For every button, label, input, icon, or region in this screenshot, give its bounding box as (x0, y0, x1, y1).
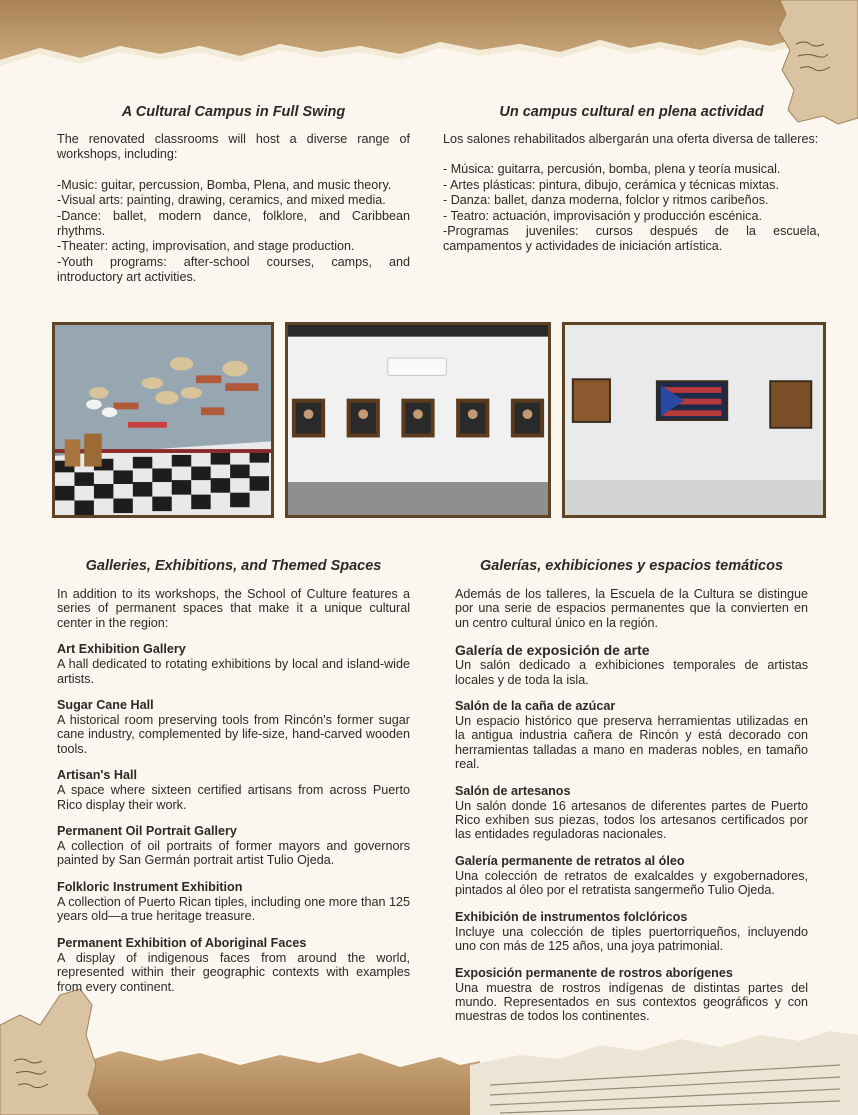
entry-body: A collection of Puerto Rican tiples, including one more than 125 years old—a true heritage treasure. (57, 894, 410, 924)
entry-title: Permanent Exhibition of Aboriginal Faces (57, 935, 307, 950)
entry-folkloric-instruments (57, 880, 410, 924)
list-item: - Teatro: actuación, improvisación y producción escénica. (443, 208, 762, 223)
entry-title: Salón de artesanos (455, 783, 571, 798)
entry-body: A hall dedicated to rotating exhibitions by local and island-wide artists. (57, 657, 410, 686)
entry-title: Permanent Oil Portrait Gallery (57, 824, 237, 839)
entry-aboriginal-faces (57, 936, 410, 994)
entry-title: Galería permanente de retratos al óleo (455, 853, 685, 868)
entry-body: Una muestra de rostros indígenas de distintas partes del mundo. Representados en sus contextos geográficos y con muestras de todos los continentes. (455, 980, 808, 1024)
entry-body: A display of indigenous faces from around the world, represented within their geographic contexts with examples from every continent. (57, 950, 410, 994)
entry-artisans-hall (57, 768, 410, 812)
section-heading: A Cultural Campus in Full Swing (121, 104, 346, 120)
portrait-gallery-photo (285, 322, 551, 518)
entry-oil-portrait-gallery (57, 824, 410, 868)
list-item: -Theater: acting, improvisation, and stage production. (57, 239, 355, 254)
section-heading: Galleries, Exhibitions, and Themed Spaces (85, 558, 382, 574)
entry-galeria-retratos-oleo (455, 854, 808, 898)
entry-body: A historical room preserving tools from Rincón's former sugar cane industry, complemented by life-size, hand-carved wooden tools. (57, 713, 410, 756)
workshops-section-english (57, 104, 410, 286)
art-gallery-photo (562, 322, 826, 518)
entry-rostros-aborigenes (455, 966, 808, 1024)
entry-body: Incluye una colección de tiples puertorriqueños, incluyendo uno con más de 125 años, una joya patrimonial. (455, 924, 808, 954)
section-heading: Un campus cultural en plena actividad (499, 104, 764, 120)
spaces-section-english (57, 558, 410, 1006)
list-item: - Música: guitarra, percusión, bomba, plena y teoría musical. (443, 162, 781, 177)
entry-salon-cana-azucar (455, 699, 808, 772)
instrument-wall-photo (52, 322, 274, 518)
torn-paper-bottom-decoration (0, 1025, 858, 1115)
entry-body: Un salón dedicado a exhibiciones temporales de artistas locales y de toda la isla. (455, 658, 808, 687)
torn-paper-top-decoration (0, 0, 858, 80)
entry-title: Art Exhibition Gallery (57, 642, 186, 657)
list-item: -Visual arts: painting, drawing, ceramics, and mixed media. (57, 193, 386, 208)
section-intro: The renovated classrooms will host a diverse range of workshops, including: (57, 132, 410, 162)
entry-body: A space where sixteen certified artisans from across Puerto Rico display their work. (57, 783, 410, 812)
list-item: - Artes plásticas: pintura, dibujo, cerámica y técnicas mixtas. (443, 177, 779, 192)
list-item: - Danza: ballet, danza moderna, folclor y ritmos caribeños. (443, 193, 769, 208)
list-item: -Youth programs: after-school courses, camps, and introductory art activities. (57, 254, 410, 285)
entry-body: Un espacio histórico que preserva herramientas utilizadas en la antigua industria cañera de Rincón y está decorado con herramientas talladas a mano en maderas nobles, en tamaño real. (455, 714, 808, 772)
entry-instrumentos-folcloricos (455, 910, 808, 954)
entry-title: Sugar Cane Hall (57, 698, 154, 713)
entry-title: Salón de la caña de azúcar (455, 699, 616, 714)
entry-salon-artesanos (455, 784, 808, 842)
entry-sugar-cane-hall (57, 698, 410, 756)
section-intro: Los salones rehabilitados albergarán una oferta diversa de talleres: (443, 132, 819, 146)
section-intro: In addition to its workshops, the School of Culture features a series of permanent spaces that make it a unique cultural center in the region: (57, 587, 410, 630)
entry-title: Folkloric Instrument Exhibition (57, 879, 243, 894)
list-item: -Programas juveniles: cursos después de la escuela, campamentos y actividades de iniciación artística. (443, 224, 820, 254)
workshops-section-spanish (443, 104, 820, 255)
list-item: -Music: guitar, percussion, Bomba, Plena, and music theory. (57, 177, 392, 192)
entry-title: Artisan's Hall (57, 768, 137, 783)
section-intro: Además de los talleres, la Escuela de la Cultura se distingue por una serie de espacios permanentes que la convierten en un centro cultural único en la región. (455, 587, 808, 630)
list-item: -Dance: ballet, modern dance, folklore, and Caribbean rhythms. (57, 208, 410, 239)
entry-galeria-exposicion-arte (455, 642, 808, 687)
entry-body: Una colección de retratos de exalcaldes y exgobernadores, pintados al óleo por el retratista sangermeño Tulio Ojeda. (455, 868, 808, 898)
entry-title: Exhibición de instrumentos folclóricos (455, 909, 688, 924)
entry-title: Exposición permanente de rostros aborígenes (455, 965, 733, 980)
entry-title: Galería de exposición de arte (455, 642, 650, 659)
section-heading: Galerías, exhibiciones y espacios temáticos (479, 558, 784, 574)
spaces-section-spanish (455, 558, 808, 1036)
entry-art-exhibition-gallery (57, 642, 410, 686)
entry-body: Un salón donde 16 artesanos de diferentes partes de Puerto Rico exhiben sus piezas, todos los artesanos certificados por las entidades reguladoras nacionales. (455, 798, 808, 842)
entry-body: A collection of oil portraits of former mayors and governors painted by San Germán portrait artist Tulio Ojeda. (57, 839, 410, 868)
